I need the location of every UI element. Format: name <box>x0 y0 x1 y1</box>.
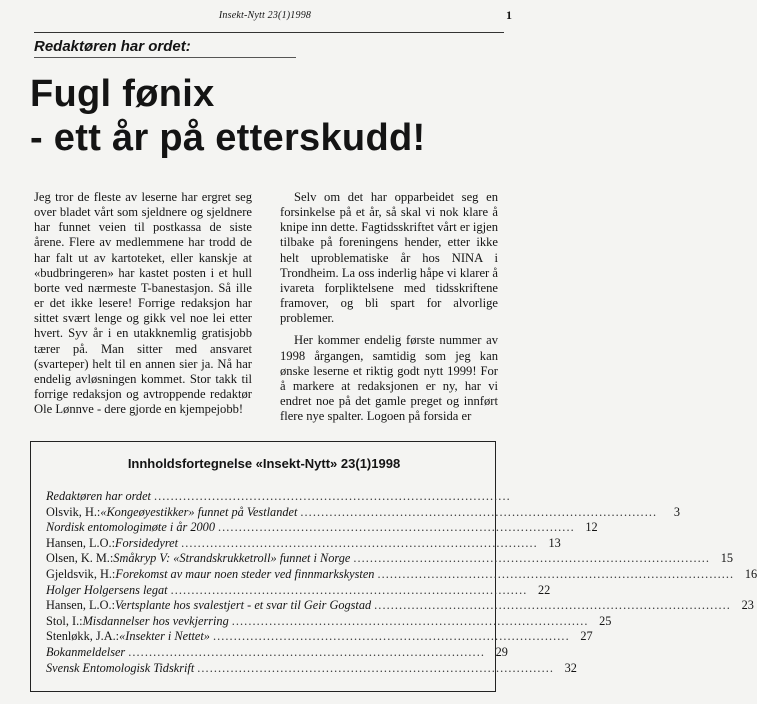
toc-entry-title: Redaktøren har ordet <box>46 489 151 503</box>
header-rule <box>34 32 504 33</box>
article-column-right <box>280 190 498 424</box>
toc-entry-title: Holger Holgersens legat <box>46 582 168 597</box>
body-paragraph: Jeg tror de fleste av leserne har ergret seg over bladet vårt som sjeldnere og sjeldnere har funnet veien til postkassa de siste årene. Flere av medlemmene har trodd de har falt ut av kartoteket, eller kanskje at «budbringeren» har kastet posten i et hull borte ved nærmeste T-banestasjon. Så ille er det ikke lesere! Forrige redaksjon har sittet svært lenge og gikk vel noe lei etter hvert. Syv år i en utakknemlig gratisjobb tærer på. Man sitter med ansvaret (svarteper) helt til en annen sier ja. Nå har endelig avløsningen kommet. Stor takk til forrige redaksjon og avtroppende redaktør Ole Lønnve - dere gjorde en kjempejobb! <box>34 190 252 417</box>
toc-dot-leader <box>353 551 708 566</box>
toc-entry <box>46 582 551 599</box>
toc-entry-page: 22 <box>538 582 551 597</box>
section-kicker: Redaktøren har ordet: <box>34 38 191 55</box>
table-of-contents-box <box>30 441 757 692</box>
toc-entry <box>46 566 757 583</box>
article-column-left <box>34 190 252 417</box>
toc-entry <box>46 613 612 630</box>
body-paragraph: Selv om det har opparbeidet seg en forsinkelse på et år, så skal vi nok klare å knipe inn dette. Fagtidsskriftet vårt er igjen tilbake på foreningens hender, etter ikke helt uproblematiske år hos NINA i Trondheim. La oss inderlig håpe vi klarer å ivareta forpliktelsene med tidsskriftene framover, og bli spart for alvorlige problemer. <box>280 190 498 326</box>
toc-entry <box>46 489 486 505</box>
toc-dot-leader <box>171 583 526 598</box>
toc-entry <box>46 660 577 677</box>
toc-entry-author: Olsen, K. M.: <box>46 551 114 566</box>
toc-entry-title: Bokanmeldelser <box>46 644 126 659</box>
toc-entry-title: Misdannelser hos vevkjerring <box>82 613 229 628</box>
toc-dot-leader <box>181 536 536 551</box>
body-paragraph: Her kommer endelig første nummer av 1998 årgangen, samtidig som jeg kan ønske leserne et riktig godt nytt 1999! For å markere at redaksjonen er ny, har vi endret noe på det gamle preget og innført flere nye spalter. Logoen på forsida er <box>280 333 498 424</box>
toc-entry-title: «Kongeøyestikker» funnet på Vestlandet <box>100 504 298 519</box>
toc-entry-title: Nordisk entomologimøte i år 2000 <box>46 520 215 535</box>
toc-dot-leader <box>300 505 655 520</box>
toc-entry-page: 13 <box>548 535 561 550</box>
running-head: Insekt-Nytt 23(1)1998 <box>218 10 312 21</box>
toc-entry-page: 25 <box>599 613 612 628</box>
toc-entry-author: Hansen, L.O.: <box>46 535 115 550</box>
toc-entry-title: Svensk Entomologisk Tidskrift <box>46 660 195 675</box>
toc-entry <box>46 598 754 614</box>
toc-entry <box>46 644 508 661</box>
headline-line-1: Fugl fønix <box>30 73 215 115</box>
toc-dot-leader <box>197 661 552 676</box>
toc-entry-page: 27 <box>580 629 593 644</box>
toc-dot-leader <box>374 598 729 613</box>
toc-entry-page: 16 <box>744 566 757 581</box>
headline-line-2: - ett år på etterskudd! <box>30 117 426 159</box>
toc-entry-author: Gjeldsvik, H.: <box>46 566 116 581</box>
toc-dot-leader <box>213 629 568 644</box>
toc-entry-page: 23 <box>741 598 754 613</box>
article-headline <box>30 72 425 160</box>
toc-entry-title: Forekomst av maur noen steder ved finnmarkskysten <box>115 566 375 581</box>
toc-entry <box>46 504 681 521</box>
toc-dot-leader <box>128 645 483 660</box>
toc-entry-title: Vertsplante hos svalestjert - et svar til Geir Gogstad <box>114 598 372 613</box>
toc-dot-leader <box>154 489 509 504</box>
toc-dot-leader <box>377 567 732 582</box>
toc-entry-author: Stol, I.: <box>46 613 83 628</box>
toc-entry <box>46 535 561 552</box>
kicker-rule <box>34 57 296 58</box>
toc-entry-page: 29 <box>495 644 508 659</box>
toc-entry <box>46 629 593 645</box>
toc-entry-page: 12 <box>585 520 598 535</box>
toc-entry-author: Olsvik, H.: <box>46 504 101 519</box>
toc-entry-author: Hansen, L.O.: <box>46 598 115 613</box>
toc-entry-page: 3 <box>673 504 681 519</box>
toc-entry-title: Småkryp V: «Strandskrukketroll» funnet i Norge <box>113 551 351 566</box>
toc-dot-leader <box>218 520 573 535</box>
toc-entry-author: Stenløkk, J.A.: <box>46 629 120 644</box>
toc-entry-title: «Insekter i Nettet» <box>119 629 210 644</box>
toc-dot-leader <box>232 614 587 629</box>
toc-entry-page: 15 <box>720 551 734 566</box>
toc-title: Innholdsfortegnelse «Insekt-Nytt» 23(1)1998 <box>127 456 401 471</box>
page-number: 1 <box>506 8 512 22</box>
toc-entry-page: 32 <box>564 660 577 675</box>
toc-entry-title: Forsidedyret <box>114 535 179 550</box>
toc-entry <box>46 551 734 567</box>
toc-entry <box>46 520 598 536</box>
toc-list <box>46 489 757 676</box>
